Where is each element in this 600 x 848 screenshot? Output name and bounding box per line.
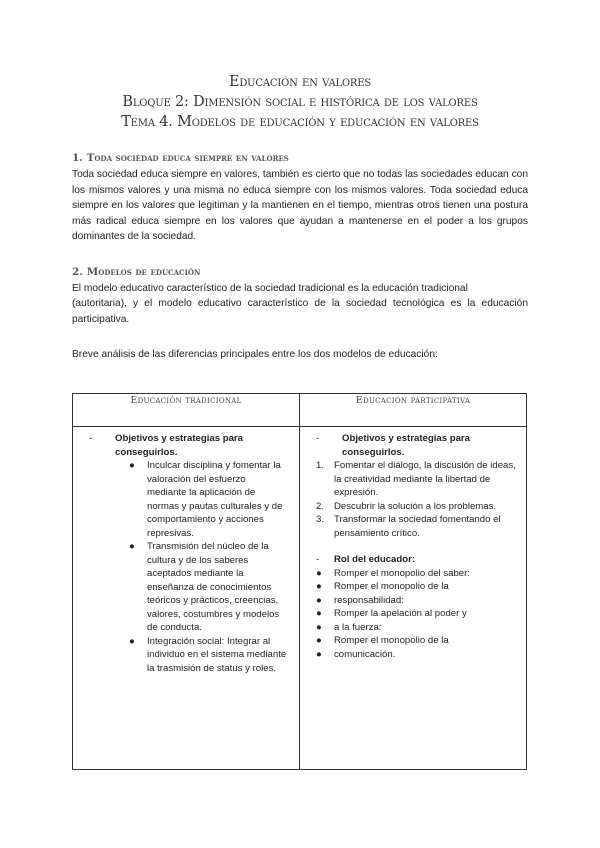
cell-participative xyxy=(300,427,527,770)
objectives-item-participative xyxy=(306,432,520,459)
table-intro: Breve análisis de las diferencias principales entre los dos modelos de educación: xyxy=(72,349,438,360)
bullet-icon: ● xyxy=(129,541,135,552)
list-item-text: comunicación. xyxy=(334,648,396,660)
list-item-text: Romper la apelación al poder y xyxy=(334,608,467,619)
item-number: 1. xyxy=(316,460,325,471)
list-item-text: Integración social: Integrar al individuo en el sistema mediante la trasmisión de status y roles. xyxy=(147,635,287,674)
numbered-item-text: Descubrir la solución a los problemas. xyxy=(334,500,497,512)
bullet-icon: ● xyxy=(316,608,322,619)
bullet-icon: ● xyxy=(129,635,135,647)
numbered-item-text: Fomentar el diálogo, la discusión de ideas, la creatividad mediante la libertad de expresión. xyxy=(334,460,516,498)
list-item xyxy=(306,634,520,648)
list-item-text: responsabilidad: xyxy=(334,594,404,606)
numbered-item xyxy=(306,513,520,540)
numbered-item xyxy=(306,500,520,514)
dash-marker: - xyxy=(316,433,320,444)
document-title-block xyxy=(72,0,528,132)
item-number: 3. xyxy=(316,514,325,525)
item-number: 2. xyxy=(316,500,325,512)
section-1-body: Toda sociedad educa siempre en valores, también es cierto que no todas las sociedades educan con los mismos valores y una misma no educa siempre con los mismos valores. Toda sociedad educa siempre en los valores que legitiman y la mantienen en el tiempo, mientras otros tienen una postura más radical educa siempre en los valores que ayudan a mantenerse en el poder a los grupos dominantes de la sociedad. xyxy=(72,169,528,242)
section-2-body xyxy=(72,281,528,328)
document-subtitle-topic: Tema 4. Modelos de educación y educación en valores xyxy=(121,114,479,130)
document-title: Educación en valores xyxy=(228,74,371,90)
section-1-heading: 1. Toda sociedad educa siempre en valores xyxy=(72,152,289,164)
bullet-icon: ● xyxy=(316,648,322,660)
section-2-heading: 2. Modelos de educación xyxy=(72,265,201,278)
bullet-icon: ● xyxy=(316,635,322,646)
bullet-icon: ● xyxy=(316,594,322,606)
list-item-text: Inculcar disciplina y fomentar la valoración del esfuerzo mediante la aplicación de normas y pautas culturales y de comportamiento y acciones represivas. xyxy=(147,460,283,539)
section-2-body-rest: (autoritaria), y el modelo educativo característico de la sociedad tecnológica es la educación participativa. xyxy=(72,298,528,325)
header-traditional: Educación tradicional xyxy=(73,394,300,427)
section-2-body-line1: El modelo educativo característico de la sociedad tradicional es la educación tradicional xyxy=(72,282,468,294)
dash-marker: - xyxy=(316,554,320,565)
list-item xyxy=(79,540,293,635)
list-item-text: Transmisión del núcleo de la cultura y de los saberes aceptados mediante la enseñanza de conocimientos teóricos y prácticos, creencias, valores, costumbres y modelos de conducta. xyxy=(147,541,280,633)
list-item-text: Romper el monopolio de la xyxy=(334,635,449,646)
bullet-icon: ● xyxy=(316,621,322,633)
list-item xyxy=(79,635,293,676)
spacer xyxy=(306,540,520,553)
list-item-text: Romper el monopolio del saber: xyxy=(334,567,470,579)
cell-traditional xyxy=(73,427,300,770)
list-item xyxy=(306,607,520,621)
dash-marker: - xyxy=(89,433,93,444)
bullet-icon: ● xyxy=(129,460,135,471)
list-item-text: a la fuerza: xyxy=(334,621,382,633)
list-item xyxy=(306,621,520,635)
list-item xyxy=(306,594,520,608)
numbered-item-text: Transformar la sociedad fomentando el pensamiento crítico. xyxy=(334,514,501,539)
list-item-text: Romper el monopolio de la xyxy=(334,581,449,592)
bullet-icon: ● xyxy=(316,581,322,592)
comparison-table xyxy=(72,393,527,770)
header-participative: Educación participativa xyxy=(300,394,527,427)
list-item xyxy=(79,459,293,540)
objectives-title-traditional: Objetivos y estrategias para conseguirlos. xyxy=(115,433,243,458)
bullet-icon: ● xyxy=(316,567,322,579)
numbered-item xyxy=(306,459,520,500)
objectives-item-traditional xyxy=(79,432,293,459)
list-item xyxy=(306,580,520,594)
document-subtitle-block: Bloque 2: Dimensión social e histórica de los valores xyxy=(122,94,478,110)
role-title: Rol del educador: xyxy=(334,554,416,565)
list-item xyxy=(306,567,520,581)
role-heading-item xyxy=(306,553,520,567)
list-item xyxy=(306,648,520,662)
objectives-title-participative: Objetivos y estrategias para conseguirlos. xyxy=(342,433,470,458)
